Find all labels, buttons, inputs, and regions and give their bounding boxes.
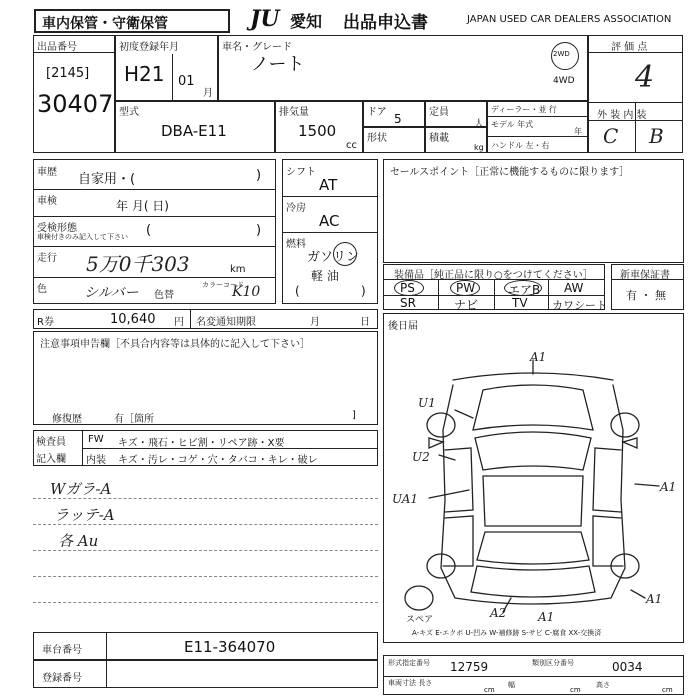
first-registration-box xyxy=(115,35,218,101)
first-reg-year: H21 xyxy=(124,62,165,86)
fuel-label: 燃料 xyxy=(286,239,306,250)
leader-a1-rear-right xyxy=(631,590,645,598)
capacity-unit: 人 xyxy=(474,119,484,130)
chassis-value: E11-364070 xyxy=(184,638,276,656)
inspector-box xyxy=(33,430,378,466)
color-value: シルバー xyxy=(84,285,139,301)
interior-grade: B xyxy=(649,124,664,148)
ext-int-label: 外 装 内 装 xyxy=(597,110,647,121)
handwritten-line-1: Wガラ-A xyxy=(50,480,112,498)
height-unit: cm xyxy=(662,686,673,694)
car-name-label: 車名・グレード xyxy=(222,42,292,53)
trunk-panel xyxy=(471,566,595,597)
type-spec-box xyxy=(383,655,684,695)
mirror-left xyxy=(429,438,443,448)
reception-note: 車検付きのみ記入して下さい xyxy=(37,233,128,241)
fuel-diesel: 軽 油 xyxy=(311,269,339,283)
color-label: 色 xyxy=(37,284,47,295)
form-title: 出品申込書 xyxy=(343,13,428,33)
drive-2wd: 2WD xyxy=(553,50,570,58)
car-history-value: 自家用・( xyxy=(78,172,136,187)
load-box xyxy=(425,127,487,153)
right-rear-door xyxy=(593,516,623,566)
car-damage-diagram xyxy=(383,330,684,642)
tax-label: R券 xyxy=(37,317,54,328)
doors-value: 5 xyxy=(394,112,402,126)
fuel-circle xyxy=(333,242,357,266)
chassis-label: 車台番号 xyxy=(42,645,82,656)
storage-type-label: 車内保管・守衛保管 xyxy=(42,16,168,32)
displacement-unit: cc xyxy=(346,140,357,151)
damage-label-a2: A2 xyxy=(490,606,507,620)
tax-value: 10,640 xyxy=(110,312,156,327)
leader-u1 xyxy=(455,410,473,418)
warranty-box xyxy=(611,264,684,310)
car-name-value: ノート xyxy=(251,54,305,75)
equip-leather-seat: カワシート xyxy=(552,299,607,312)
width-unit: cm xyxy=(570,686,581,694)
color-code-label: カラーコード xyxy=(202,281,244,289)
category-value: 0034 xyxy=(612,660,643,674)
tax-box xyxy=(33,309,378,329)
drive-4wd: 4WD xyxy=(553,76,575,86)
lot-bracket: [2145] xyxy=(46,66,90,81)
registration-box xyxy=(33,660,378,688)
ju-place: 愛知 xyxy=(290,12,323,31)
car-name-box xyxy=(218,35,588,101)
equip-tv: TV xyxy=(512,296,528,310)
mirror-right xyxy=(623,438,637,448)
notice-day: 日 xyxy=(360,317,370,328)
model-year-label: モデル 年式 xyxy=(491,120,534,129)
type-spec-value: 12759 xyxy=(450,660,489,674)
inspection-label: 車検 xyxy=(37,196,57,207)
damage-legend: A-キズ E-エクボ U-凹み W-補修跡 S-サビ C-腐食 XX-交換済 xyxy=(412,629,602,637)
mileage-unit: km xyxy=(230,264,246,275)
inspector-row1: キズ・飛石・ヒビ割・リペア跡・X要 xyxy=(118,438,285,449)
rating-value: 4 xyxy=(635,60,655,95)
ac-label: 冷房 xyxy=(286,203,306,214)
spare-tire xyxy=(405,586,433,610)
fuel-gasoline: ガソリン xyxy=(307,250,360,265)
equip-navi: ナビ xyxy=(454,298,479,312)
equipment-label: 装備品［純正品に限り○をつけてください］ xyxy=(394,270,593,281)
rating-label: 評 価 点 xyxy=(611,42,648,53)
handwritten-line-3: 各 Au xyxy=(58,532,99,550)
damage-label-right: A1 xyxy=(646,592,663,606)
repair-label: 修復歴 xyxy=(52,414,82,425)
damage-label-front: A1 xyxy=(530,350,547,364)
rear-glass-panel xyxy=(477,532,589,564)
wheel-front-right xyxy=(611,413,639,437)
width-label: 幅 xyxy=(508,681,515,689)
equip-ps: PS xyxy=(400,281,415,295)
inspection-value: 年 月( 日) xyxy=(116,199,169,213)
load-unit: kg xyxy=(474,143,484,152)
first-reg-month: 01 xyxy=(178,74,195,89)
damage-label-right-rear: A1 xyxy=(660,480,677,494)
inspector-label: 検査員 xyxy=(36,437,66,448)
notes-label: 注意事項申告欄［不具合内容等は具体的に記入して下さい］ xyxy=(40,339,310,350)
model-value: DBA-E11 xyxy=(161,122,227,140)
fw-label: FW xyxy=(88,434,104,445)
car-history-label: 車歴 xyxy=(37,167,57,178)
type-spec-label: 形式指定番号 xyxy=(388,659,430,667)
damage-label-rear-a1: A1 xyxy=(538,610,555,624)
handle-label: ハンドル 左・右 xyxy=(491,141,550,150)
leader-u2 xyxy=(439,455,455,460)
spare-label: スペア xyxy=(406,615,434,625)
first-reg-label: 初度登録年月 xyxy=(119,42,179,53)
color-change-label: 色替 xyxy=(154,290,174,301)
rating-box xyxy=(588,35,683,153)
rear-delivery-label: 後日届 xyxy=(388,321,418,332)
handwritten-line-2: ラッテ-A xyxy=(54,506,115,524)
ju-logo: JU xyxy=(250,6,280,32)
shape-box xyxy=(363,127,425,153)
color-code-value: K10 xyxy=(232,284,261,300)
hood-panel xyxy=(473,385,593,430)
doors-label: ドア xyxy=(367,107,387,118)
entry-label: 記入欄 xyxy=(36,454,66,465)
car-outline xyxy=(441,385,625,604)
lot-number: 30407 xyxy=(37,90,114,118)
warranty-label: 新車保証書 xyxy=(620,270,670,281)
equip-aw: AW xyxy=(564,281,584,295)
registration-label: 登録番号 xyxy=(42,673,82,684)
shift-value: AT xyxy=(319,176,338,194)
displacement-label: 排気量 xyxy=(279,107,309,118)
leader-a1-right xyxy=(635,484,659,486)
dealer-box xyxy=(487,101,588,153)
equip-ps-circle xyxy=(394,280,424,296)
storage-type-box xyxy=(34,9,230,33)
association-name: JAPAN USED CAR DEALERS ASSOCIATION xyxy=(467,14,672,25)
sales-point-box xyxy=(383,159,684,263)
displacement-value: 1500 xyxy=(298,122,337,140)
model-label: 型式 xyxy=(119,107,139,118)
equipment-box xyxy=(383,264,605,310)
interior-label: 内装 xyxy=(86,455,106,466)
length-label: 車両寸法 長さ xyxy=(388,679,433,687)
ac-value: AC xyxy=(319,212,340,230)
damage-label-u1: U1 xyxy=(418,396,436,410)
inspector-row2: キズ・汚レ・コゲ・穴・タバコ・キレ・破レ xyxy=(118,455,318,466)
height-label: 高さ xyxy=(596,681,610,689)
left-rear-door xyxy=(443,516,473,566)
capacity-label: 定員 xyxy=(429,107,449,118)
category-label: 類別区分番号 xyxy=(532,659,574,667)
windshield-panel xyxy=(475,432,591,470)
roof-panel xyxy=(483,476,583,526)
year-unit: 年 xyxy=(574,127,582,136)
notes-box: 注意事項申告欄［不具合内容等は具体的に記入して下さい］ 修復歴 有［箇所 ] xyxy=(33,331,378,425)
shape-label: 形状 xyxy=(367,133,387,144)
exterior-grade: C xyxy=(603,124,619,148)
lot-box xyxy=(33,35,115,153)
warranty-value: 有 ・ 無 xyxy=(626,289,666,302)
doors-box xyxy=(363,101,425,127)
transmission-box: シフト AT 冷房 AC 燃料 ガソリン 軽 油 ( ) xyxy=(282,159,378,304)
lot-label: 出品番号 xyxy=(37,42,77,53)
month-unit: 月 xyxy=(203,88,213,99)
damage-label-u2: U2 xyxy=(412,450,430,464)
dealer-label: ディーラー・並 行 xyxy=(491,105,557,114)
load-label: 積載 xyxy=(429,133,449,144)
leader-ua1 xyxy=(429,490,469,498)
tax-unit: 円 xyxy=(174,317,184,328)
equip-pw-circle xyxy=(450,280,480,296)
equip-airbag-circle xyxy=(504,280,542,296)
right-front-door xyxy=(593,448,621,512)
notice-label: 名変通知期限 xyxy=(196,317,256,328)
equip-pw: PW xyxy=(456,281,476,295)
history-box: 車歴 自家用・( ) 車検 年 月( 日) 受検形態 車検付きのみ記入して下さい ( ) 走行 5万0千303 km 色 シルバー 色替 カラーコード K10 xyxy=(33,159,276,304)
capacity-box xyxy=(425,101,487,130)
model-box xyxy=(115,101,275,153)
equip-airbag: エアB xyxy=(508,283,541,297)
length-unit: cm xyxy=(484,686,495,694)
sales-point-label: セールスポイント［正常に機能するものに限ります］ xyxy=(390,167,630,178)
mileage-value: 5万0千303 xyxy=(86,252,190,276)
chassis-box xyxy=(33,632,378,660)
repair-value: 有［箇所 xyxy=(114,414,154,425)
damage-label-ua1: UA1 xyxy=(392,492,419,506)
mileage-label: 走行 xyxy=(37,253,57,264)
shift-label: シフト xyxy=(286,167,316,178)
wheel-front-left xyxy=(427,413,455,437)
notice-month: 月 xyxy=(310,317,320,328)
displacement-box xyxy=(275,101,363,153)
equip-sr: SR xyxy=(400,296,416,310)
reception-label: 受検形態 xyxy=(37,223,77,234)
